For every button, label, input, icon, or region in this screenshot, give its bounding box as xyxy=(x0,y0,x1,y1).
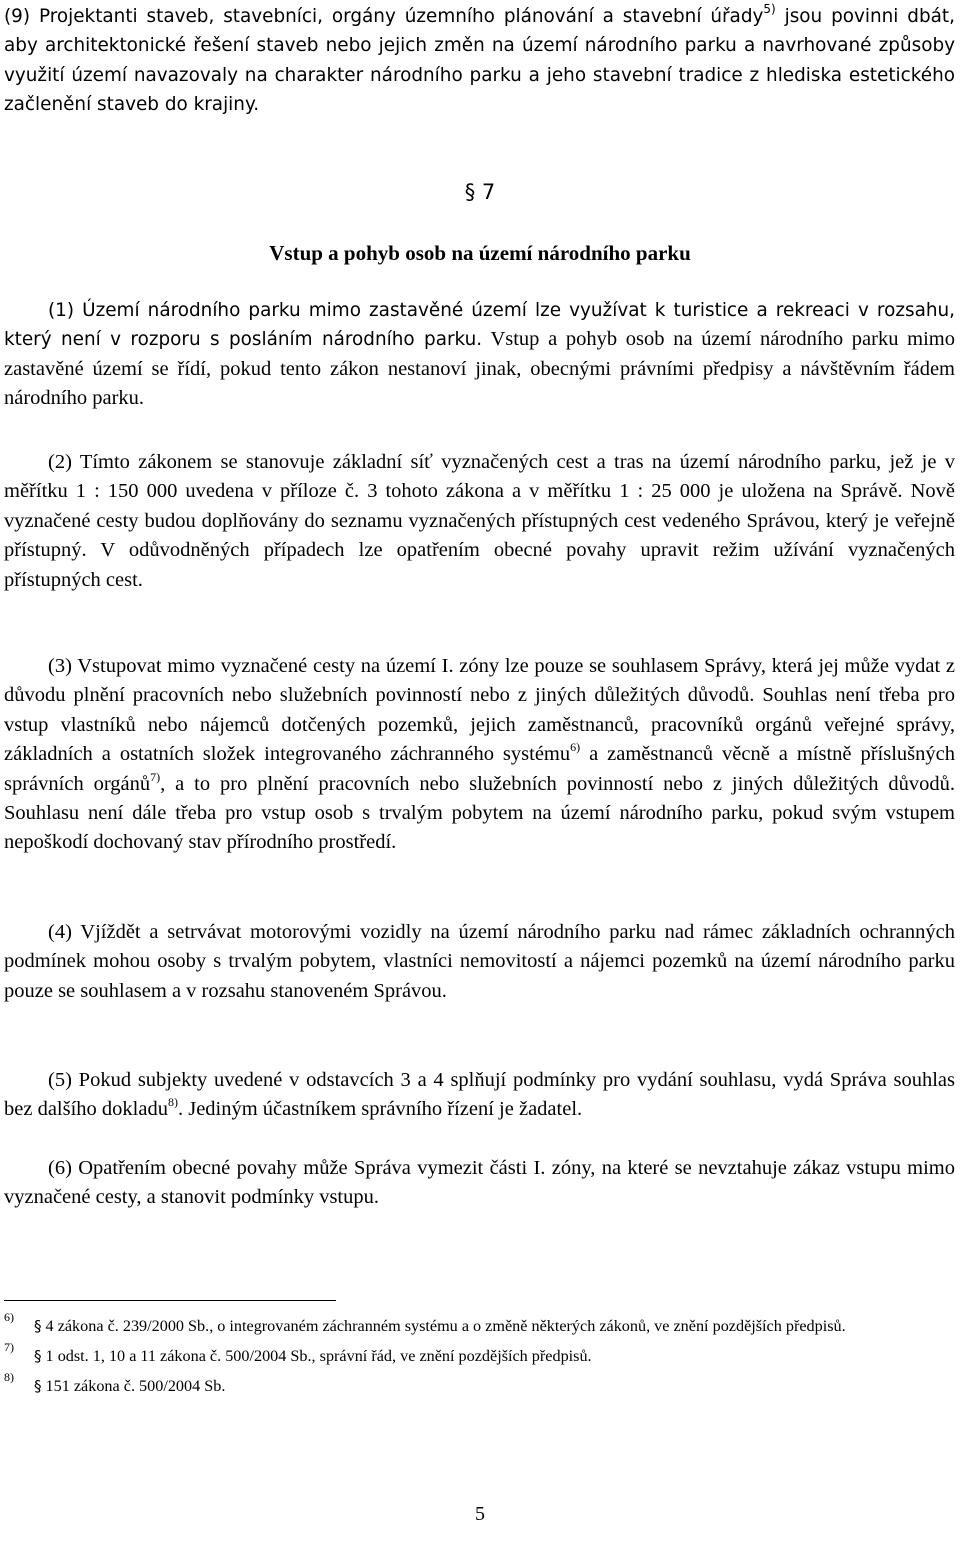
footnote-ref-8: 8) xyxy=(167,1095,178,1110)
footnote-7 xyxy=(4,1340,956,1368)
paragraph-2 xyxy=(4,448,955,595)
footnote-ref-5: 5) xyxy=(763,2,776,16)
footnote-text: 1 odst. 1, 10 a 11 zákona č. 500/2004 Sb., správní řád, ve znění pozdějších předpisů. xyxy=(41,1347,592,1365)
paragraph-4-text: (4) Vjíždět a setrvávat motorovými vozidly na území národního parku nad rámec základních ochranných podmínek mohou osoby s trvalým pobytem, vlastníci nemovitostí a nájemci pozemků na území národního parku pouze se souhlasem a v rozsahu stanoveném Správou. xyxy=(4,921,955,1002)
footnote-6 xyxy=(4,1310,956,1338)
paragraph-3-text-a: (3) Vstupovat mimo vyznačené cesty na území I. zóny lze pouze se souhlasem Správy, která jej může vydat z důvodu plnění pracovních nebo služebních povinností nebo z jiných důležitých důvodů. Souhlas není třeba pro vstup vlastníků nebo nájemců dotčených pozemků, jejich zaměstnanců, pracovníků orgánů veřejné správy, základních a ostatních složek integrovaného záchranného systému xyxy=(4,655,955,766)
footnote-mark: 8) xyxy=(4,1370,14,1384)
footnote-separator xyxy=(4,1300,336,1301)
paragraph-9-text-b: jsou povinni dbát, aby architektonické řešení staveb nebo jejich změn na území národního parku a navrhované způsoby využití území navazovaly na charakter národního parku a jeho stavební tradice z hlediska estetického začlenění staveb do krajiny. xyxy=(4,6,955,116)
paragraph-5-text-b: . Jediným účastníkem správního řízení je žadatel. xyxy=(177,1098,583,1121)
section-sign: § xyxy=(34,1317,42,1335)
section-number: § 7 xyxy=(464,180,496,204)
section-sign: § xyxy=(34,1347,42,1365)
footnote-mark: 6) xyxy=(4,1310,14,1324)
paragraph-5 xyxy=(4,1066,955,1125)
section-title: Vstup a pohyb osob na území národního parku xyxy=(269,241,691,265)
footnote-8 xyxy=(4,1370,956,1398)
paragraph-1 xyxy=(4,296,955,414)
footnote-text: 151 zákona č. 500/2004 Sb. xyxy=(41,1377,226,1395)
paragraph-4 xyxy=(4,918,955,1006)
footnote-ref-6: 6) xyxy=(570,740,581,755)
paragraph-3-text-c: , a to pro plnění pracovních nebo služebních povinností nebo z jiných důležitých důvodů. Souhlasu není dále třeba pro vstup osob s trvalým pobytem na území národního parku, pokud svým vstupem nepoškodí dochovaný stav přírodního prostředí. xyxy=(4,772,955,854)
paragraph-3 xyxy=(4,652,955,858)
paragraph-6 xyxy=(4,1154,955,1213)
footnote-ref-7: 7) xyxy=(150,769,161,784)
section-sign: § xyxy=(34,1377,42,1395)
paragraph-1-text-b: Vstup a pohyb osob na území národního parku mimo zastavěné území se řídí, pokud tento zákon nestanoví jinak, obecnými právními předpisy a návštěvním řádem národního parku. xyxy=(4,328,955,410)
page-number: 5 xyxy=(475,1503,485,1525)
paragraph-3-text-b: a zaměstnanců věcně a místně příslušných správních orgánů xyxy=(4,743,955,795)
paragraph-9-text-a: (9) Projektanti staveb, stavebníci, orgány územního plánování a stavební úřady xyxy=(4,6,764,27)
paragraph-5-text-a: (5) Pokud subjekty uvedené v odstavcích 3 a 4 splňují podmínky pro vydání souhlasu, vydá Správa souhlas bez dalšího dokladu xyxy=(4,1069,955,1121)
paragraph-6-text: (6) Opatřením obecné povahy může Správa vymezit části I. zóny, na které se nevztahuje zákaz vstupu mimo vyznačené cesty, a stanovit podmínky vstupu. xyxy=(4,1157,955,1209)
footnotes xyxy=(4,1310,956,1398)
paragraph-9 xyxy=(4,2,955,120)
footnote-mark: 7) xyxy=(4,1340,14,1354)
paragraph-2-text: (2) Tímto zákonem se stanovuje základní síť vyznačených cest a tras na území národního parku, jež je v měřítku 1 : 150 000 uvedena v příloze č. 3 tohoto zákona a v měřítku 1 : 25 000 je uložena na Správě. Nově vyznačené cesty budou doplňovány do seznamu vyznačených přístupných cest vedeného Správou, který je veřejně přístupný. V odůvodněných případech lze opatřením obecné povahy upravit režim užívání vyznačených přístupných cest. xyxy=(4,451,955,591)
footnote-text: 4 zákona č. 239/2000 Sb., o integrovaném záchranném systému a o změně některých zákonů, ve znění pozdějších předpisů. xyxy=(41,1317,846,1335)
paragraph-1-text-a: (1) Území národního parku mimo zastavěné území lze využívat k turistice a rekreaci v rozsahu, který není v rozporu s posláním národního parku. xyxy=(4,300,955,351)
